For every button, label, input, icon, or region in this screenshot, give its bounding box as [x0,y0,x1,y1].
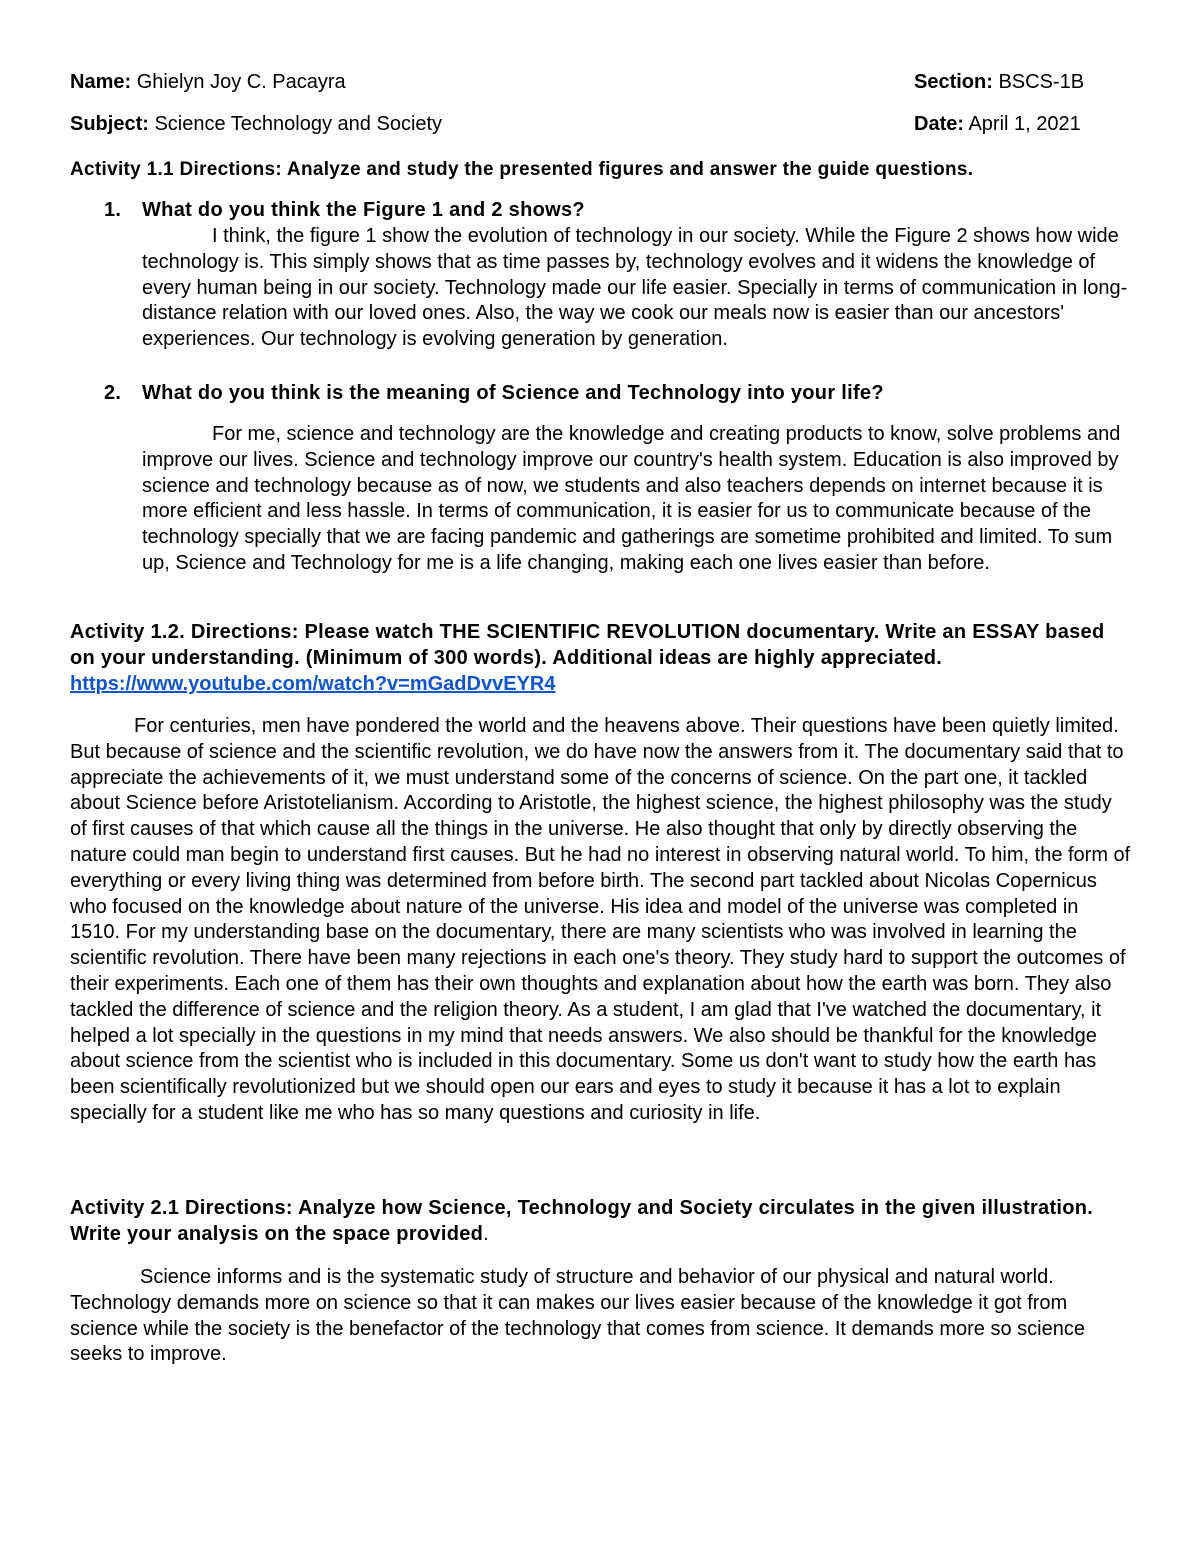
name-line [70,70,346,96]
essay-text: For centuries, men have pondered the world and the heavens above. Their questions have been quietly limited. But because of science and the scientific revolution, we do have now the answers from it. The documentary said that to appreciate the achievements of it, we must understand some of the concerns of science. On the part one, it tackled about Science before Aristotelianism. According to Aristotle, the highest science, the highest philosophy was the study of first causes of that which cause all the things in the universe. He also thought that only by directly observing the nature could man begin to understand first causes. But he had no interest in observing natural world. To him, the form of everything or every living thing was determined from before birth. The second part tackled about Nicolas Copernicus who focused on the knowledge about nature of the universe. His idea and model of the universe was completed in 1510. For my understanding base on the documentary, there are many scientists who was involved in learning the scientific revolution. There have been many rejections in each one's theory. They study hard to support the outcomes of their experiments. Each one of them has their own thoughts and explanation about how the earth was born. They also tackled the difference of science and the religion theory. As a student, I am glad that I've watched the documentary, it helped a lot specially in the questions in my mind that needs answers. We also should be thankful for the knowledge about science from the scientist who is included in this documentary. Some us don't want to study how the earth has been scientifically revolutionized but we should open our ears and eyes to study it because it has a lot to explain specially for a student like me who has so many questions and curiosity in life. [70,715,1131,1124]
activity-2-1-directions-end: . [483,1222,489,1245]
subject-line [70,112,442,138]
section-value: BSCS-1B [992,71,1085,93]
activity-1-2-directions: Activity 1.2. Directions: Please watch THE SCIENTIFIC REVOLUTION documentary. Write an ESSAY based on your understanding. (Minimum of 300 words). Additional ideas are highly appreciated. [70,621,1105,669]
question-2-answer-text: For me, science and technology are the knowledge and creating products to know, solve problems and improve our lives. Science and technology improve our country's health system. Education is also improved by science and technology because as of now, we students and also teachers depends on internet because it is more efficient and less hassle. In terms of communication, it is easier for us to communicate because of the technology specially that we are facing pandemic and gatherings are sometime prohibited and limited. To sum up, Science and Technology for me is a life changing, making each one lives easier than before. [142,423,1121,574]
activity-2-1-analysis [70,1265,1132,1368]
activity-1-1-directions: Activity 1.1 Directions: Analyze and study the presented figures and answer the guide questions. [70,159,974,180]
youtube-link[interactable]: https://www.youtube.com/watch?v=mGadDvvEYR4 [70,673,556,695]
activity-2-1-directions-text: Activity 2.1 Directions: Analyze how Science, Technology and Society circulates in the given illustration. Write your analysis on the space provided [70,1197,1094,1245]
section-line [914,70,1084,96]
question-1-text: What do you think the Figure 1 and 2 shows? [142,199,585,221]
question-1-number: 1. [104,199,122,221]
question-2-answer [142,422,1132,577]
name-label: Name: [70,71,132,93]
subject-value: Science Technology and Society [148,113,443,135]
youtube-link-line [70,672,555,698]
activity-2-1-directions [70,1196,1130,1248]
date-line [914,112,1081,138]
question-1-answer-text: I think, the figure 1 show the evolution of technology in our society. While the Figure 2 shows how wide technology is. This simply shows that as time passes by, technology evolves and it widens the knowledge of every human being in our society. Technology made our life easier. Specially in terms of communication in long-distance relation with our loved ones. Also, the way we cook our meals now is easier than our ancestors' experiences. Our technology is evolving generation by generation. [142,225,1128,351]
name-value: Ghielyn Joy C. Pacayra [131,71,346,93]
date-value: April 1, 2021 [964,113,1081,135]
question-2-number: 2. [104,382,122,404]
date-label: Date: [914,113,965,135]
analysis-text: Science informs and is the systematic study of structure and behavior of our physical and natural world. Technology demands more on science so that it can makes our lives easier because of the knowledge it got from science while the society is the benefactor of the technology that comes from science. It demands more so science seeks to improve. [70,1266,1085,1366]
section-label: Section: [914,71,993,93]
subject-label: Subject: [70,113,149,135]
question-1-answer [142,224,1132,353]
activity-1-2-essay [70,714,1132,1127]
question-2-text: What do you think is the meaning of Science and Technology into your life? [142,382,884,404]
